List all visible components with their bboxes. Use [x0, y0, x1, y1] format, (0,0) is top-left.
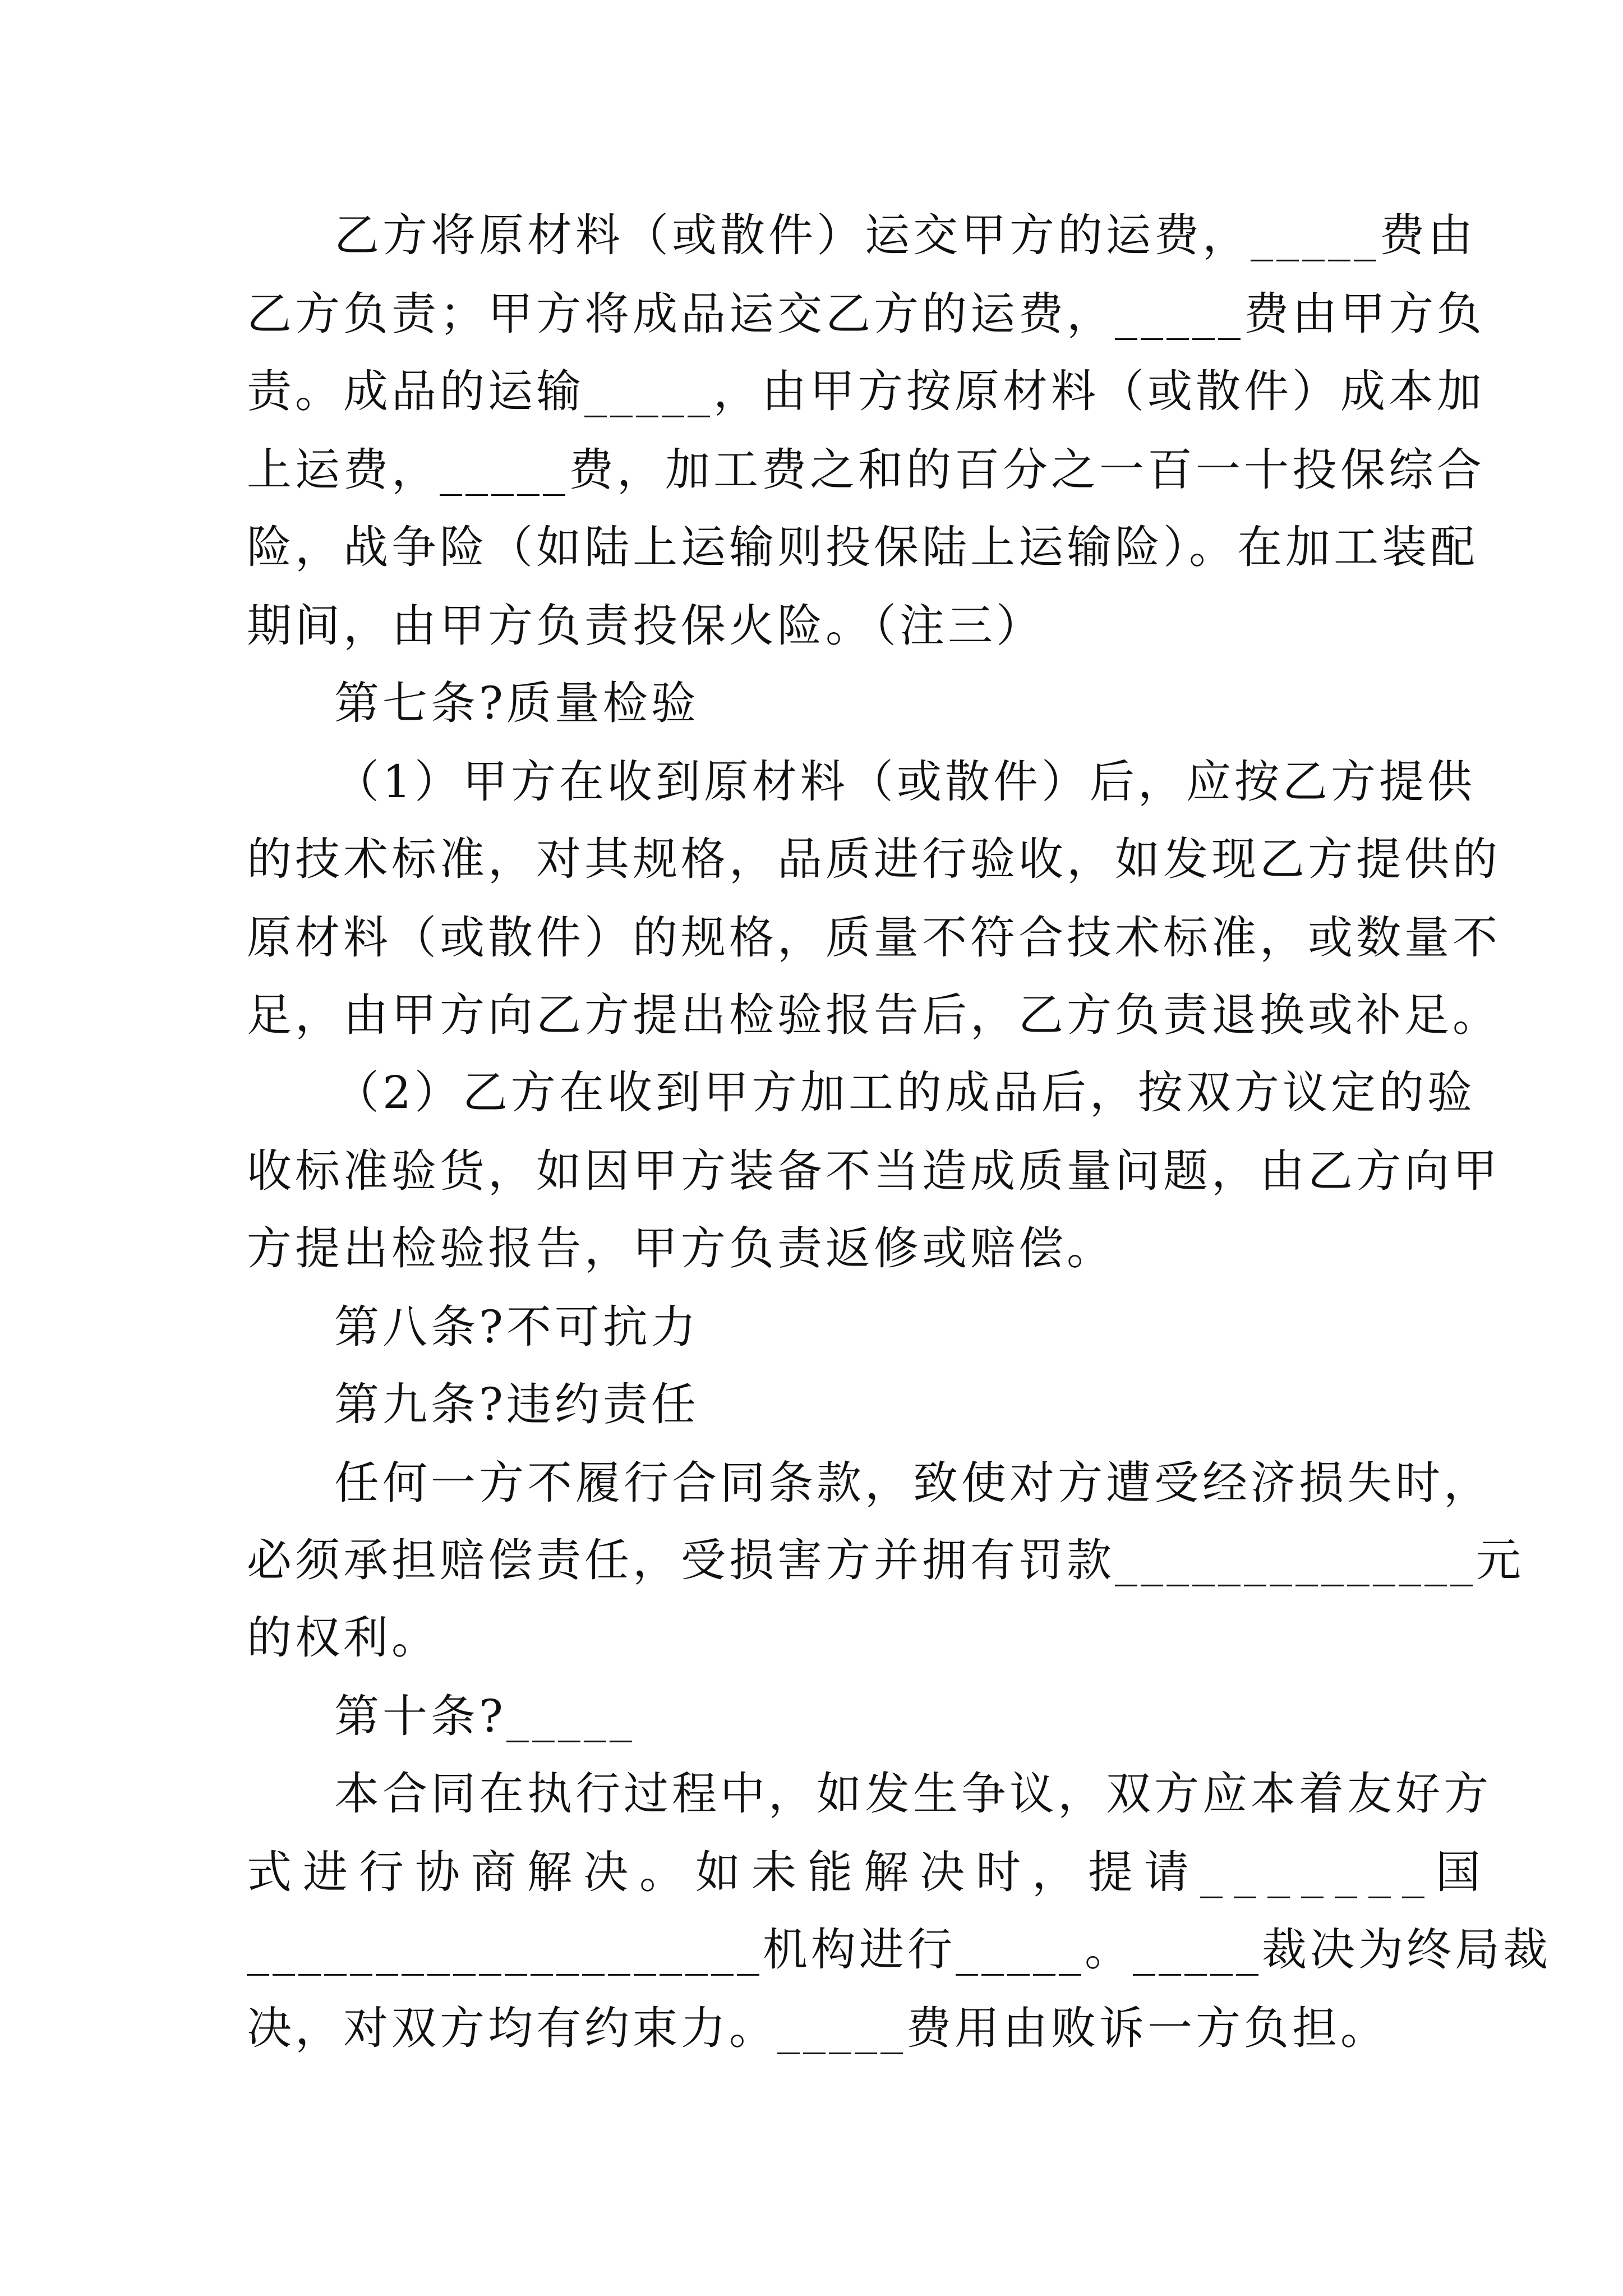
- paragraph-line: 险，战争险（如陆上运输则投保陆上运输险）。在加工装配: [247, 521, 1478, 573]
- paragraph-line: 任何一方不履行合同条款，致使对方遭受经济损失时，: [334, 1457, 1492, 1509]
- paragraph-line: 责。成品的运输_____，由甲方按原材料（或散件）成本加: [247, 365, 1485, 417]
- section-heading: 第八条?不可抗力: [334, 1301, 699, 1353]
- paragraph-line: 必须承担赔偿责任，受损害方并拥有罚款______________元: [247, 1534, 1524, 1586]
- paragraph-line: 方提出检验报告，甲方负责返修或赔偿。: [247, 1222, 1115, 1274]
- paragraph-line: 的技术标准，对其规格，品质进行验收，如发现乙方提供的: [247, 833, 1501, 885]
- paragraph-line: 原材料（或散件）的规格，质量不符合技术标准，或数量不: [247, 912, 1501, 964]
- paragraph-line: 期间，由甲方负责投保火险。（注三）: [247, 600, 1044, 652]
- paragraph-line: 本合同在执行过程中，如发生争议，双方应本着友好方: [334, 1768, 1492, 1820]
- paragraph-line: 足，由甲方向乙方提出检验报告后，乙方负责退换或补足。: [247, 989, 1501, 1041]
- paragraph-line: 乙方负责；甲方将成品运交乙方的运费，_____费由甲方负: [247, 288, 1485, 340]
- section-heading: 第七条?质量检验: [334, 677, 699, 729]
- paragraph-line: ____________________机构进行_____。_____裁决为终局裁: [247, 1924, 1551, 1976]
- paragraph-line: （2）乙方在收到甲方加工的成品后，按双方议定的验: [334, 1066, 1476, 1119]
- paragraph-line: （1）甲方在收到原材料（或散件）后，应按乙方提供: [334, 756, 1476, 808]
- paragraph-line: 的权利。: [247, 1612, 440, 1664]
- paragraph-line: 收标准验货，如因甲方装备不当造成质量问题，由乙方向甲: [247, 1145, 1501, 1197]
- paragraph-line: 式进行协商解决。如未能解决时，提请_______国: [247, 1846, 1492, 1898]
- paragraph-line: 上运费，_____费，加工费之和的百分之一百一十投保综合: [247, 444, 1485, 496]
- paragraph-line: 决，对双方均有约束力。_____费用由败诉一方负担。: [247, 2002, 1389, 2054]
- section-heading: 第九条?违约责任: [334, 1378, 699, 1430]
- paragraph-line: 乙方将原材料（或散件）运交甲方的运费，_____费由: [334, 209, 1476, 261]
- section-heading: 第十条?_____: [334, 1690, 635, 1742]
